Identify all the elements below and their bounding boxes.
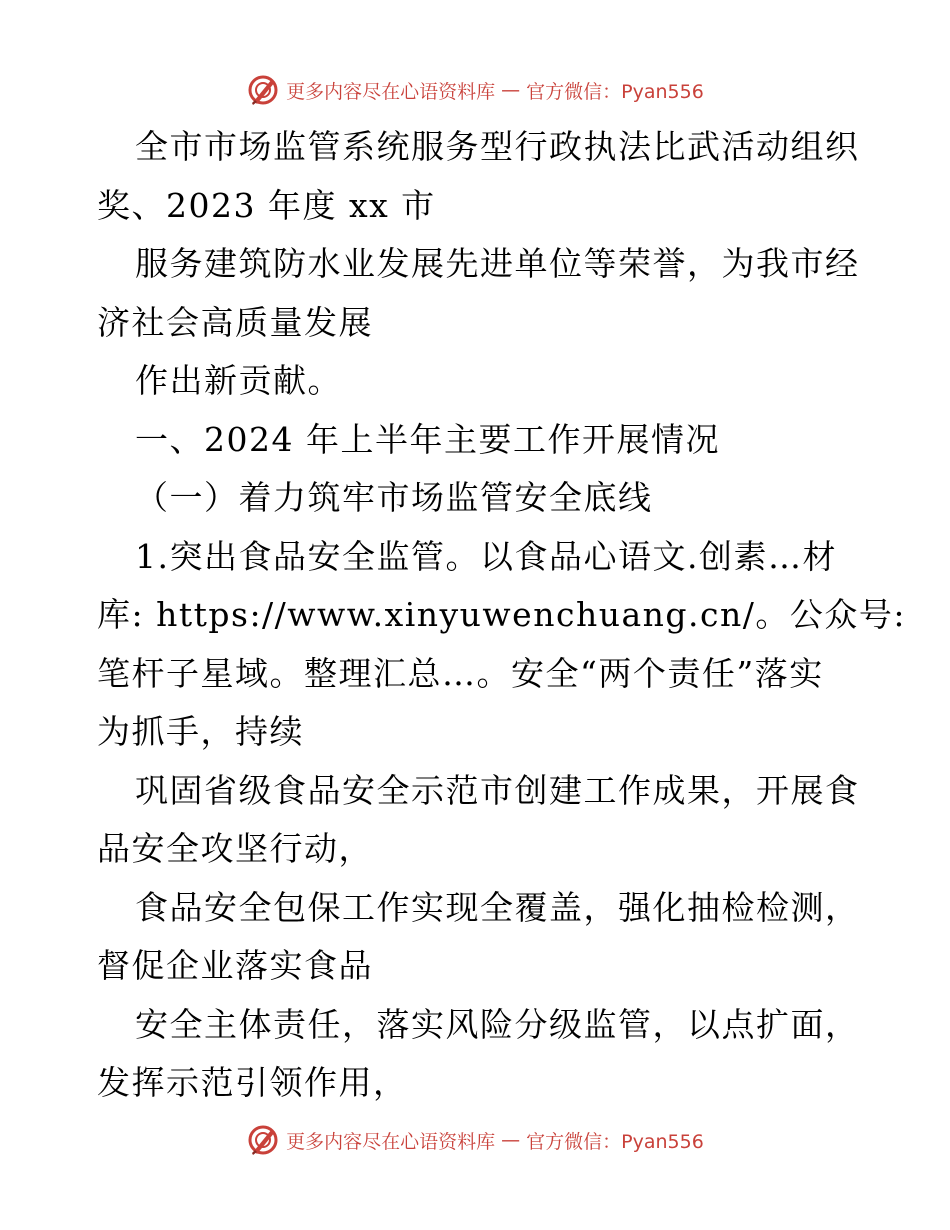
watermark-banner-bottom bbox=[0, 1120, 950, 1160]
text-line: 巩固省级食品安全示范市创建工作成果，开展食 bbox=[135, 770, 860, 810]
watermark-contact: 官方微信：Pyan556 bbox=[526, 1130, 704, 1153]
section-heading: 一、2024 年上半年主要工作开展情况 bbox=[135, 419, 720, 459]
text-line: 作出新贡献。 bbox=[135, 361, 342, 400]
brush-logo-icon bbox=[246, 1123, 280, 1157]
text-line: 服务建筑防水业发展先进单位等荣誉，为我市经 bbox=[135, 244, 860, 283]
text-line: 为抓手，持续 bbox=[97, 712, 304, 751]
watermark-text: 更多内容尽在心语资料库 bbox=[286, 80, 496, 103]
document-body bbox=[97, 118, 906, 1113]
text-line: 督促企业落实食品 bbox=[97, 946, 373, 985]
watermark-banner-top bbox=[0, 70, 950, 110]
subsection-heading: （一）着力筑牢市场监管安全底线 bbox=[135, 478, 653, 517]
watermark-text: 更多内容尽在心语资料库 bbox=[286, 1130, 496, 1153]
text-line: 安全主体责任，落实风险分级监管，以点扩面， bbox=[135, 1004, 860, 1044]
brush-logo-icon bbox=[246, 73, 280, 107]
text-line: 济社会高质量发展 bbox=[97, 302, 373, 342]
text-line: 1.突出食品安全监管。以食品心语文.创素…材 bbox=[135, 536, 837, 576]
text-line: 食品安全包保工作实现全覆盖，强化抽检检测， bbox=[135, 887, 860, 927]
text-line: 发挥示范引领作用， bbox=[97, 1063, 408, 1102]
watermark-separator: — bbox=[501, 1129, 521, 1151]
watermark-separator: — bbox=[501, 79, 521, 101]
watermark-contact: 官方微信：Pyan556 bbox=[526, 80, 704, 103]
text-line: 品安全攻坚行动， bbox=[97, 829, 373, 868]
text-line: 笔杆子星域。整理汇总…。安全“两个责任”落实 bbox=[97, 653, 824, 693]
text-line: 奖、2023 年度 xx 市 bbox=[97, 185, 436, 225]
text-line: 库: https://www.xinyuwenchuang.cn/。公众号: bbox=[97, 595, 906, 634]
text-line: 全市市场监管系统服务型行政执法比武活动组织 bbox=[135, 127, 860, 166]
